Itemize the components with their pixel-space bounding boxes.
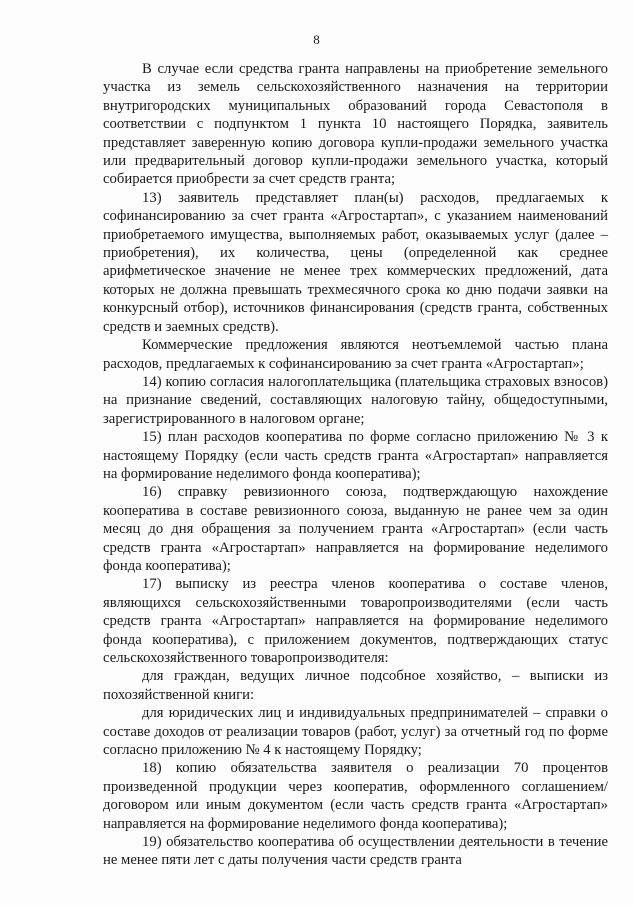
paragraph-legal-entities: для юридических лиц и индивидуальных предпринимателей – справки о составе доходов от реализации товаров (работ, услуг) за отчетный год по форме согласно приложению № 4 к настоящему Порядку;	[103, 705, 608, 759]
page-number: 8	[313, 32, 320, 47]
paragraph-item-19: 19) обязательство кооператива об осуществлении деятельности в течение не менее пяти лет с даты получения части средств гранта	[103, 834, 608, 869]
paragraph-land-plot: В случае если средства гранта направлены на приобретение земельного участка из земель сельскохозяйственного назначения на территории внутригородских муниципальных образований города Севастополя в соответствии с подпунктом 1 пункта 10 настоящего Порядка, заявитель представляет заверенную копию договора купли-продажи земельного участка или предварительный договор купли-продажи земельного участка, который собирается приобрести за счет средств гранта;	[103, 61, 608, 188]
paragraph-item-13: 13) заявитель представляет план(ы) расходов, предлагаемых к софинансированию за счет гранта «Агростартап», с указанием наименований приобретаемого имущества, выполняемых работ, оказываемых услуг (далее – приобретения), их количества, цены (определенной как среднее арифметическое значение не менее трех коммерческих предложений, дата которых не должна превышать трехмесячного срока ко дню подачи заявки на конкурсный отбор), источников финансирования (средств гранта, собственных средств и заемных средств).	[103, 189, 608, 335]
paragraph-item-15: 15) план расходов кооператива по форме согласно приложению № 3 к настоящему Порядку (если часть средств гранта «Агростартап» направляется на формирование неделимого фонда кооператива);	[103, 429, 608, 482]
paragraph-item-14: 14) копию согласия налогоплательщика (плательщика страховых взносов) на признание сведений, составляющих налоговую тайну, общедоступными, зарегистрированного в налоговом органе;	[103, 373, 608, 427]
paragraph-item-18: 18) копию обязательства заявителя о реализации 70 процентов произведенной продукции через кооператив, оформленного соглашением/договором или иным документом (если часть средств гранта «Агростартап» направляется на формирование неделимого фонда кооператива);	[103, 760, 608, 832]
paragraph-item-16: 16) справку ревизионного союза, подтверждающую нахождение кооператива в составе ревизионного союза, выданную не ранее чем за один месяц до дня обращения за получением гранта «Агростартап» (если часть средств гранта «Агростартап» направляется на формирование неделимого фонда кооператива);	[103, 484, 608, 574]
paragraph-citizens: для граждан, ведущих личное подсобное хозяйство, – выписки из похозяйственной книги:	[103, 668, 608, 703]
document-body	[103, 60, 608, 870]
paragraph-item-17: 17) выписку из реестра членов кооператива о составе членов, являющихся сельскохозяйственными товаропроизводителями (если часть средств гранта «Агростартап» направляется на формирование неделимого фонда кооператива), с приложением документов, подтверждающих статус сельскохозяйственного товаропроизводителя:	[103, 576, 608, 666]
paragraph-commercial-offers: Коммерческие предложения являются неотъемлемой частью плана расходов, предлагаемых к софинансированию за счет гранта «Агростартап»;	[103, 337, 608, 372]
